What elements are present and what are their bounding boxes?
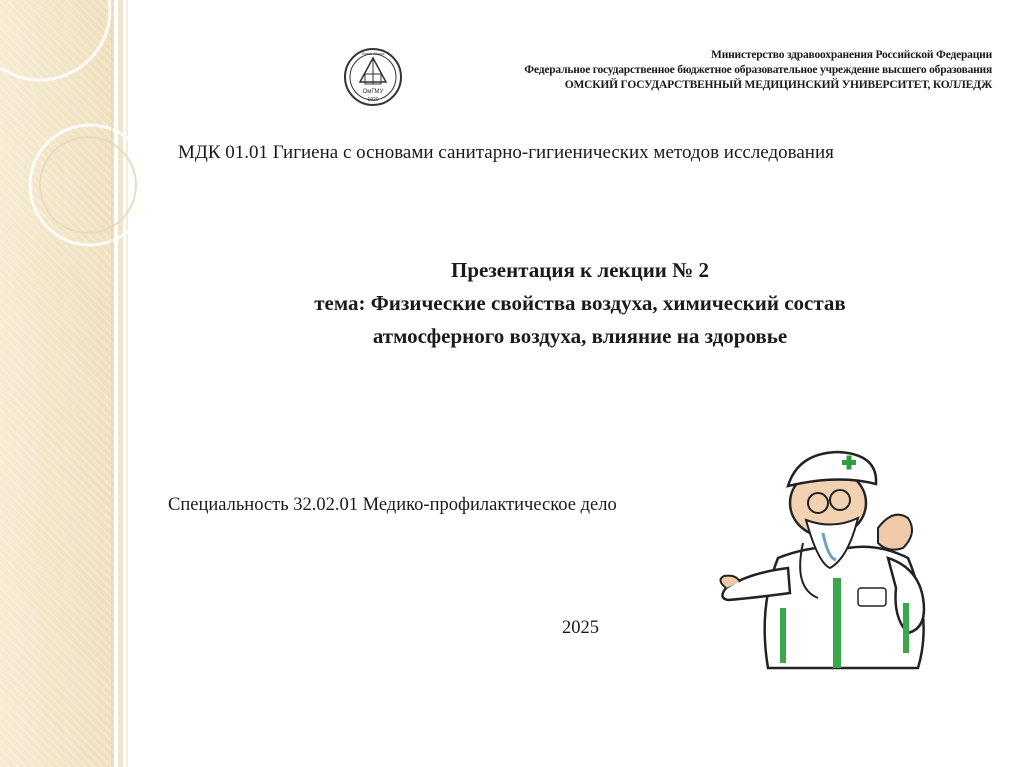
logo-center-text: ОмГМУ <box>362 89 384 95</box>
logo-year-text: 1920 <box>367 97 379 103</box>
logo-top-text: Omsk Annus <box>361 51 385 56</box>
title-line-topic: тема: Физические свойства воздуха, химический состав <box>314 291 846 315</box>
specialty-text: Специальность 32.02.01 Медико-профилактическое дело <box>168 495 617 515</box>
course-name: МДК 01.01 Гигиена с основами санитарно-гигиенических методов исследования <box>178 142 834 163</box>
university-seal-icon <box>340 44 406 110</box>
presentation-title <box>200 254 960 353</box>
header-line-ministry: Министерство здравоохранения Российской Федерации <box>711 49 992 61</box>
header-line-institution: Федеральное государственное бюджетное образовательное учреждение высшего образования <box>524 64 992 76</box>
header-line-university: ОМСКИЙ ГОСУДАРСТВЕННЫЙ МЕДИЦИНСКИЙ УНИВЕРСИТЕТ, КОЛЛЕДЖ <box>564 79 992 91</box>
doctor-cartoon-icon <box>718 448 954 676</box>
year-text: 2025 <box>562 618 599 638</box>
title-line-topic-cont: атмосферного воздуха, влияние на здоровье <box>372 324 788 348</box>
title-line-lecture: Презентация к лекции № 2 <box>450 258 710 282</box>
decorative-circles <box>0 0 160 767</box>
ministry-header <box>472 48 992 93</box>
